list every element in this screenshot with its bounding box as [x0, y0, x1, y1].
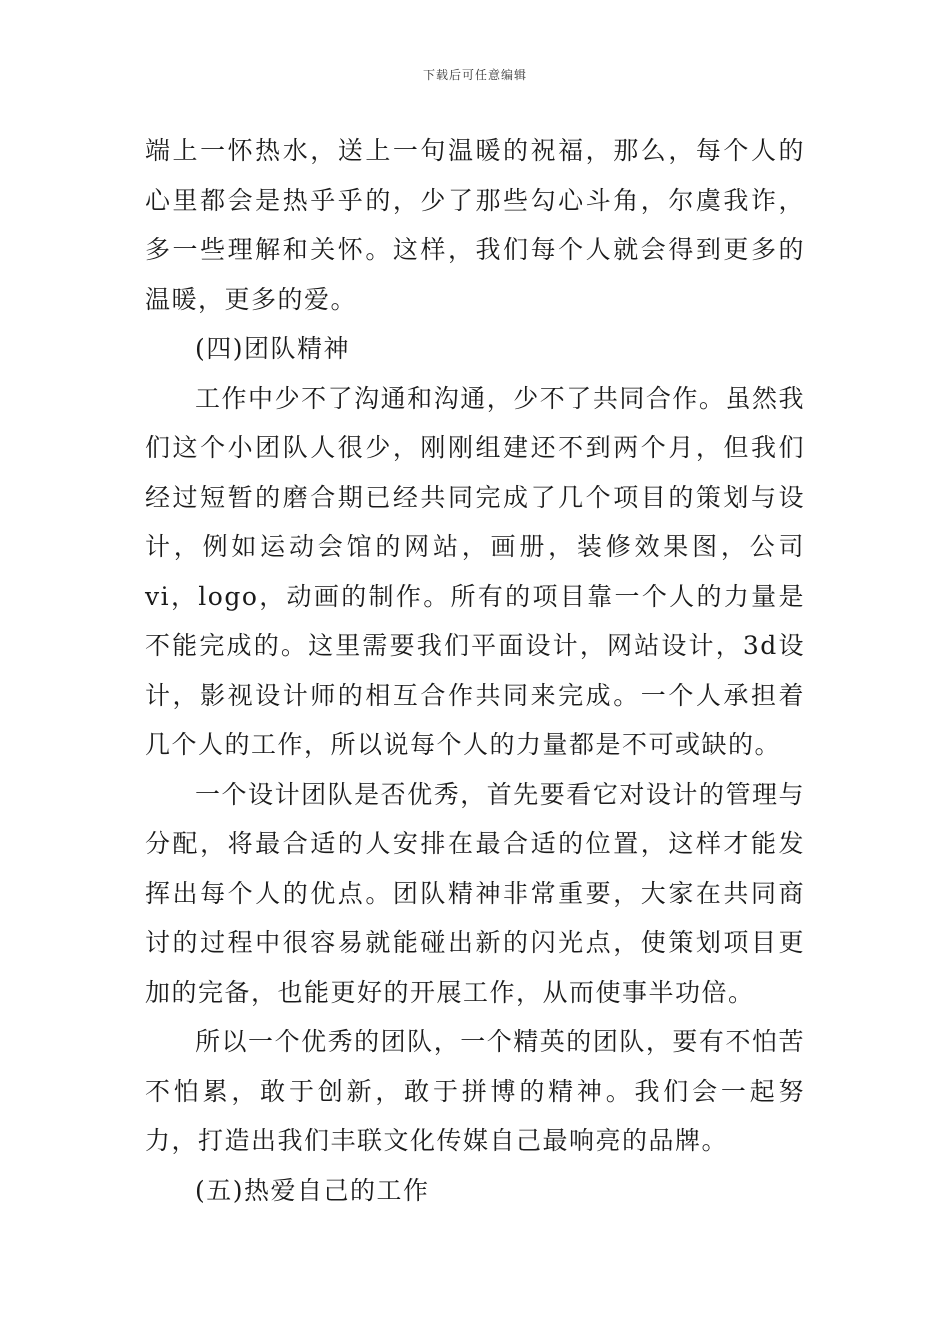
document-body — [145, 126, 805, 1215]
paragraph-elite-team: 所以一个优秀的团队，一个精英的团队，要有不怕苦不怕累，敢于创新，敢于拼博的精神。我们会一起努力，打造出我们丰联文化传媒自己最响亮的品牌。 — [145, 1027, 805, 1155]
section-heading-team-spirit: (四)团队精神 — [195, 334, 351, 363]
paragraph-continuation: 端上一怀热水，送上一句温暖的祝福，那么，每个人的心里都会是热乎乎的，少了那些勾心斗角，尔虞我诈，多一些理解和关怀。这样，我们每个人就会得到更多的温暖，更多的爱。 — [145, 136, 805, 314]
paragraph-teamwork: 工作中少不了沟通和沟通，少不了共同合作。虽然我们这个小团队人很少，刚刚组建还不到两个月，但我们经过短暂的磨合期已经共同完成了几个项目的策划与设计，例如运动会馆的网站，画册，装修效果图，公司vi，logo，动画的制作。所有的项目靠一个人的力量是不能完成的。这里需要我们平面设计，网站设计，3d设计，影视设计师的相互合作共同来完成。一个人承担着几个人的工作，所以说每个人的力量都是不可或缺的。 — [145, 383, 805, 759]
page-header: 下载后可任意编辑 — [422, 68, 527, 82]
section-heading-love-work: (五)热爱自己的工作 — [195, 1175, 430, 1205]
paragraph-team-management: 一个设计团队是否优秀，首先要看它对设计的管理与分配，将最合适的人安排在最合适的位置，这样才能发挥出每个人的优点。团队精神非常重要，大家在共同商讨的过程中很容易就能碰出新的闪光点，使策划项目更加的完备，也能更好的开展工作，从而使事半功倍。 — [145, 779, 805, 1007]
